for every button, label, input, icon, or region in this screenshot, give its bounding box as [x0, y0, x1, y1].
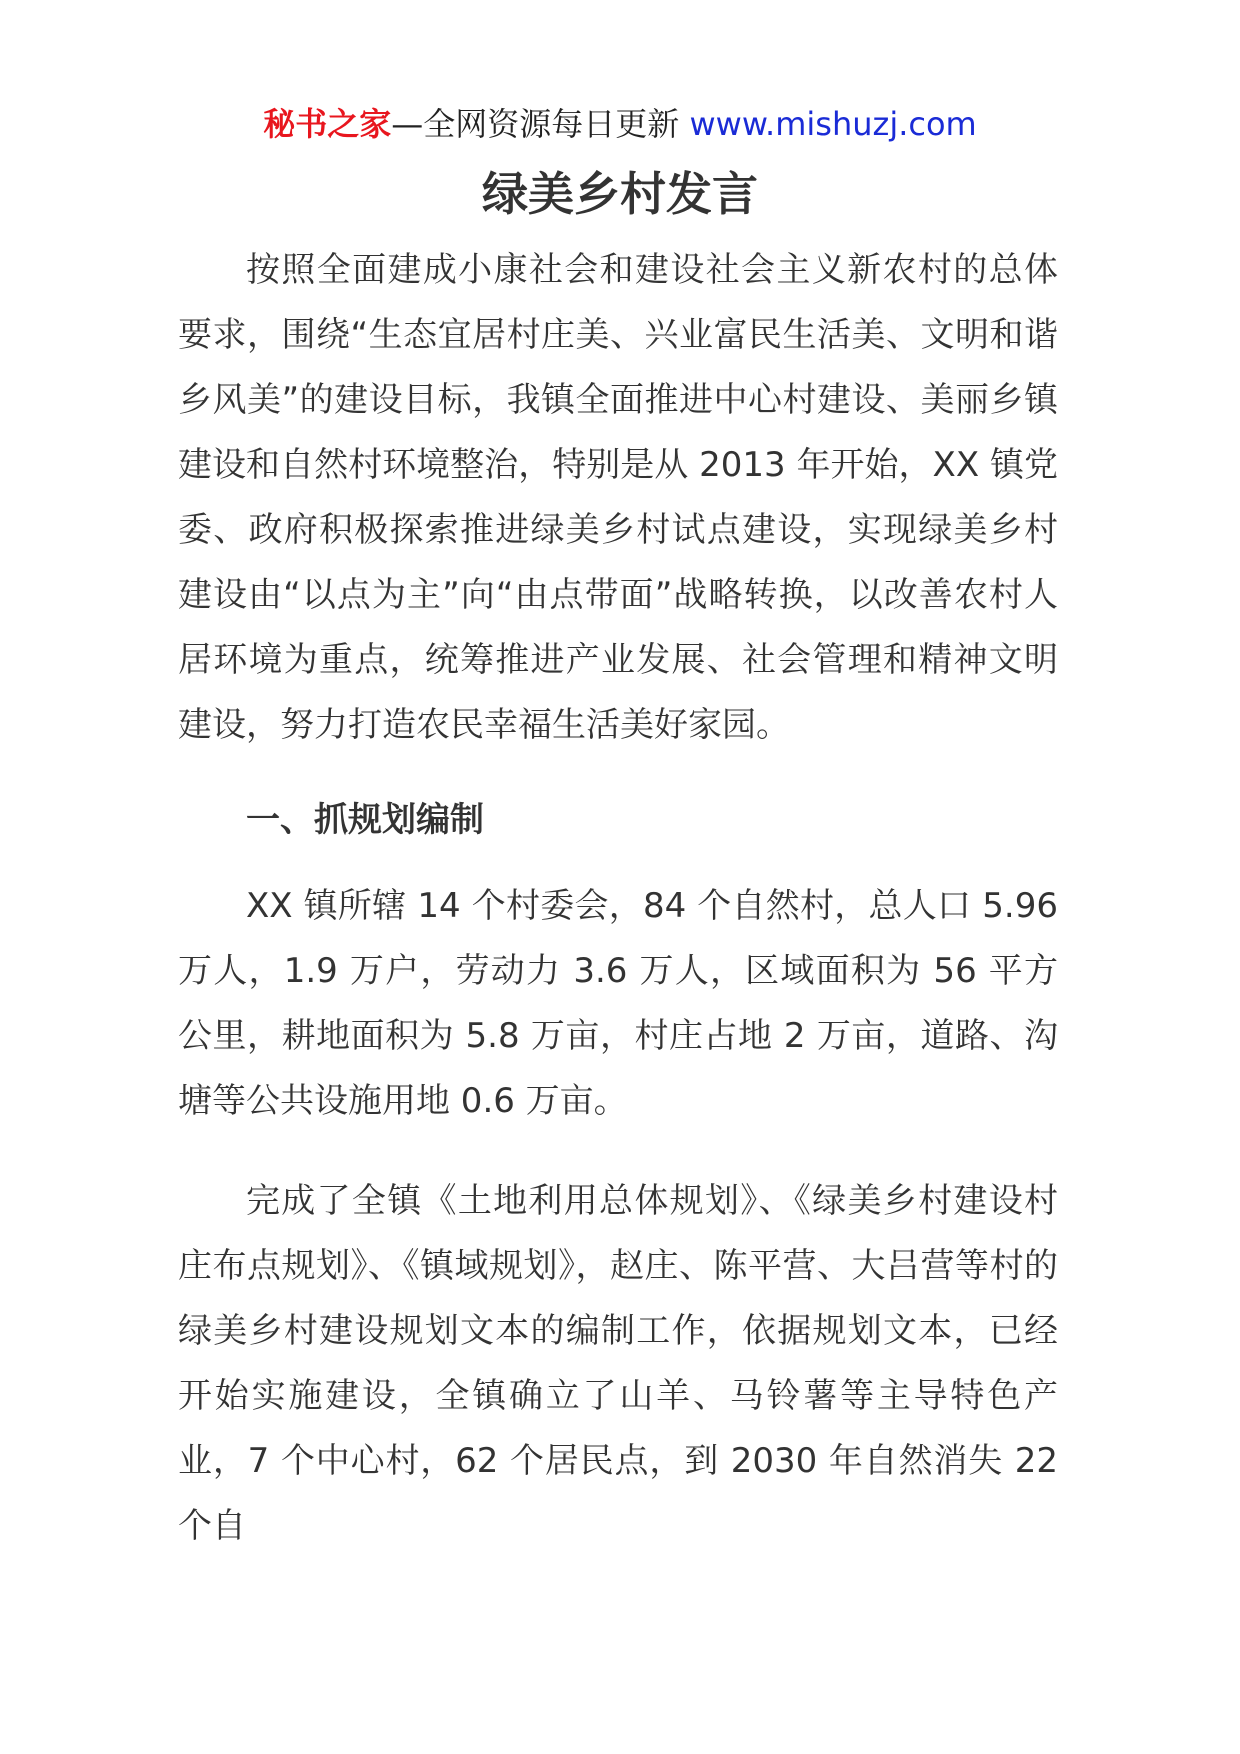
brand-name: 秘书之家	[263, 105, 392, 143]
site-url-link[interactable]: www.mishuzj.com	[689, 105, 977, 143]
header-tagline: —全网资源每日更新	[391, 105, 680, 143]
document-title: 绿美乡村发言	[482, 167, 758, 221]
section-heading-planning: 一、抓规划编制	[246, 800, 484, 840]
paragraph-statistics: XX 镇所辖 14 个村委会，84 个自然村，总人口 5.96 万人，1.9 万户，劳动力 3.6 万人，区域面积为 56 平方公里，耕地面积为 5.8 万亩，村庄占地 2 万亩，道路、沟塘等公共设施用地 0.6 万亩。	[178, 886, 1058, 1121]
paragraph-intro: 按照全面建成小康社会和建设社会主义新农村的总体要求，围绕“生态宜居村庄美、兴业富民生活美、文明和谐乡风美”的建设目标，我镇全面推进中心村建设、美丽乡镇建设和自然村环境整治，特别是从 2013 年开始，XX 镇党委、政府积极探索推进绿美乡村试点建设，实现绿美乡村建设由“以点为主”向“由点带面”战略转换，以改善农村人居环境为重点，统筹推进产业发展、社会管理和精神文明建设，努力打造农民幸福生活美好家园。	[178, 250, 1058, 745]
header-banner	[0, 100, 1240, 148]
paragraph-planning-work: 完成了全镇《土地利用总体规划》、《绿美乡村建设村庄布点规划》、《镇域规划》，赵庄、陈平营、大吕营等村的绿美乡村建设规划文本的编制工作，依据规划文本，已经开始实施建设，全镇确立了山羊、马铃薯等主导特色产业，7 个中心村，62 个居民点，到 2030 年自然消失 22 个自	[178, 1181, 1058, 1546]
